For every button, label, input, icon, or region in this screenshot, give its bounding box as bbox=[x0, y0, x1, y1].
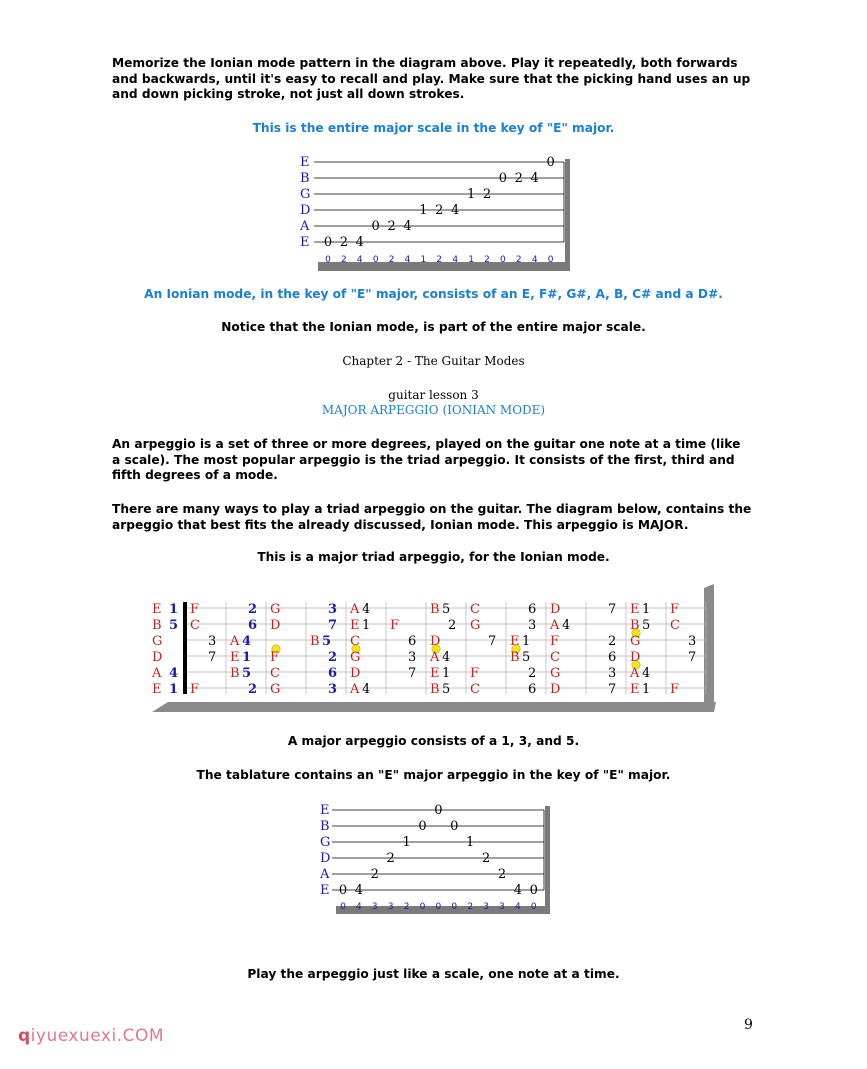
page-number: 9 bbox=[744, 1017, 753, 1033]
open-string-note: E bbox=[152, 602, 162, 617]
tab-string-label: D bbox=[320, 851, 331, 866]
tab-note: 4 bbox=[451, 203, 460, 218]
fret-note-name: F bbox=[190, 602, 200, 617]
fret-note-name: D bbox=[630, 650, 641, 665]
tab-note: 4 bbox=[354, 883, 364, 898]
fret-note-name: B bbox=[630, 618, 640, 633]
fret-degree: 6 bbox=[248, 618, 258, 633]
fretboard-diagram bbox=[148, 584, 718, 718]
fret-degree: 3 bbox=[608, 666, 617, 681]
tab-note: 1 bbox=[466, 835, 475, 850]
lesson-label: guitar lesson 3 bbox=[388, 388, 479, 402]
paragraph-triad: There are many ways to play a triad arpeggio on the guitar. The diagram below, contains the arpeggio that best fits the already discussed, Ionian mode. This arpeggio is MAJOR. bbox=[112, 502, 752, 532]
open-string-note: E bbox=[152, 682, 162, 697]
tab-string-label: D bbox=[300, 203, 311, 218]
tab-index-number: 2 bbox=[403, 902, 410, 912]
tab-e-major-arpeggio bbox=[310, 798, 560, 916]
tab-note: 1 bbox=[402, 835, 411, 850]
caption-play-like-scale: Play the arpeggio just like a scale, one note at a time. bbox=[247, 967, 620, 981]
fret-note-name: C bbox=[350, 634, 360, 649]
tab-entire-major-scale bbox=[290, 150, 580, 272]
tab-note: 2 bbox=[339, 235, 349, 250]
tab-index-number: 0 bbox=[340, 902, 346, 912]
tab-note: 1 bbox=[466, 187, 476, 202]
fret-note-name: G bbox=[270, 682, 281, 697]
fret-note-name: F bbox=[470, 666, 480, 681]
fret-degree: 1 bbox=[642, 682, 651, 697]
caption-major-arpeggio-degrees: A major arpeggio consists of a 1, 3, and 5. bbox=[287, 734, 580, 748]
fret-note-name: F bbox=[670, 682, 680, 697]
tab-index-number: 4 bbox=[356, 255, 363, 265]
fret-note-name: E bbox=[430, 666, 440, 681]
tab-index-number: 4 bbox=[356, 902, 362, 912]
tab-index-number: 4 bbox=[515, 902, 521, 912]
tab-note: 0 bbox=[529, 883, 538, 898]
fret-degree: 5 bbox=[442, 682, 451, 697]
fret-note-name: A bbox=[350, 602, 360, 617]
tab-string-label: A bbox=[320, 867, 330, 882]
tab-note: 2 bbox=[481, 851, 491, 866]
fret-note-name: F bbox=[390, 618, 400, 633]
fret-note-name: A bbox=[430, 650, 440, 665]
fret-note-name: E bbox=[230, 650, 240, 665]
tab-note: 0 bbox=[371, 219, 380, 234]
tab-index-number: 2 bbox=[515, 255, 522, 265]
caption-entire-major-scale: This is the entire major scale in the key of "E" major. bbox=[252, 121, 615, 135]
fret-note-name: A bbox=[350, 682, 360, 697]
fret-note-name: G bbox=[630, 634, 641, 649]
tab-index-number: 2 bbox=[467, 902, 474, 912]
tab-index-number: 0 bbox=[325, 255, 331, 265]
lesson-title: MAJOR ARPEGGIO (IONIAN MODE) bbox=[321, 403, 546, 417]
fret-degree: 5 bbox=[322, 634, 332, 649]
caption-ionian-notes: An Ionian mode, in the key of "E" major, consists of an E, F#, G#, A, B, C# and a D#. bbox=[144, 287, 723, 301]
fret-degree: 6 bbox=[408, 634, 417, 649]
fret-note-name: B bbox=[230, 666, 240, 681]
fret-degree: 4 bbox=[642, 666, 651, 681]
open-string-degree: 4 bbox=[169, 666, 179, 681]
fret-degree: 3 bbox=[688, 634, 697, 649]
tab-string-label: E bbox=[320, 883, 330, 898]
tab-string-label: E bbox=[300, 235, 310, 250]
fret-note-name: B bbox=[510, 650, 520, 665]
tab-index-number: 1 bbox=[468, 255, 474, 265]
fret-note-name: E bbox=[350, 618, 360, 633]
tab-index-number: 4 bbox=[404, 255, 411, 265]
fret-note-name: A bbox=[230, 634, 240, 649]
paragraph-memorize: Memorize the Ionian mode pattern in the diagram above. Play it repeatedly, both forwards and backwards, until it's easy to recall and play. Make sure that the picking hand uses an up and down picking stroke, not just all down strokes. bbox=[112, 56, 751, 101]
caption-triad-arpeggio: This is a major triad arpeggio, for the Ionian mode. bbox=[257, 550, 610, 564]
tab-note: 2 bbox=[514, 171, 523, 186]
tab-index-number: 4 bbox=[452, 255, 459, 265]
fret-degree: 2 bbox=[248, 682, 258, 697]
open-string-degree: 5 bbox=[169, 618, 179, 633]
tab-string-label: G bbox=[320, 835, 331, 850]
caption-e-major-arpeggio: The tablature contains an "E" major arpeggio in the key of "E" major. bbox=[196, 768, 671, 782]
fret-note-name: C bbox=[270, 666, 280, 681]
tab-index-number: 2 bbox=[484, 255, 490, 265]
fret-note-name: F bbox=[550, 634, 560, 649]
fret-degree: 4 bbox=[242, 634, 252, 649]
fret-degree: 2 bbox=[448, 618, 457, 633]
open-string-note: D bbox=[152, 650, 163, 665]
fret-degree: 2 bbox=[608, 634, 617, 649]
fret-degree: 4 bbox=[562, 618, 571, 633]
fret-degree: 2 bbox=[528, 666, 537, 681]
open-string-note: G bbox=[152, 634, 163, 649]
fret-degree: 1 bbox=[522, 634, 531, 649]
tab-note: 4 bbox=[530, 171, 539, 186]
fret-degree: 7 bbox=[608, 682, 617, 697]
fret-degree: 7 bbox=[408, 666, 417, 681]
tab-index-number: 3 bbox=[371, 902, 378, 912]
fret-degree: 6 bbox=[328, 666, 338, 681]
fret-note-name: E bbox=[510, 634, 520, 649]
open-string-degree: 1 bbox=[169, 682, 179, 697]
tab-note: 0 bbox=[338, 883, 348, 898]
tab-string-label: A bbox=[300, 219, 310, 234]
fret-degree: 6 bbox=[528, 602, 537, 617]
fret-degree: 7 bbox=[688, 650, 697, 665]
tab-string-label: B bbox=[300, 171, 310, 186]
fret-degree: 3 bbox=[528, 618, 537, 633]
tab-index-number: 0 bbox=[372, 255, 379, 265]
fret-degree: 7 bbox=[208, 650, 217, 665]
tab-note: 4 bbox=[403, 219, 412, 234]
fret-note-name: G bbox=[470, 618, 481, 633]
fret-note-name: C bbox=[470, 602, 480, 617]
fret-degree: 1 bbox=[362, 618, 371, 633]
fret-degree: 5 bbox=[642, 618, 651, 633]
notice-text: Notice that the Ionian mode, is part of the entire major scale. bbox=[221, 320, 646, 334]
fret-degree: 1 bbox=[242, 650, 252, 665]
tab-index-number: 2 bbox=[436, 255, 443, 265]
tab-note: 2 bbox=[386, 851, 395, 866]
tab-index-number: 2 bbox=[341, 255, 347, 265]
fret-degree: 4 bbox=[362, 602, 371, 617]
tab-note: 0 bbox=[450, 819, 459, 834]
fret-note-name: C bbox=[190, 618, 200, 633]
fret-note-name: C bbox=[670, 618, 680, 633]
fret-degree: 4 bbox=[362, 682, 371, 697]
fret-note-name: A bbox=[550, 618, 560, 633]
paragraph-arpeggio: An arpeggio is a set of three or more degrees, played on the guitar one note at a time (like a scale). The most popular arpeggio is the triad arpeggio. It consists of the first, third and fifth degrees of a mode. bbox=[112, 437, 741, 482]
tab-note: 0 bbox=[323, 235, 333, 250]
fret-note-name: D bbox=[270, 618, 281, 633]
open-string-degree: 1 bbox=[169, 602, 179, 617]
fret-degree: 4 bbox=[442, 650, 451, 665]
fret-note-name: B bbox=[430, 682, 440, 697]
fret-degree: 3 bbox=[328, 602, 338, 617]
tab-note: 2 bbox=[387, 219, 396, 234]
tab-note: 2 bbox=[370, 867, 379, 882]
fret-degree: 7 bbox=[608, 602, 617, 617]
tab-string-label: E bbox=[300, 155, 310, 170]
tab-index-number: 4 bbox=[531, 255, 538, 265]
fret-degree: 6 bbox=[528, 682, 537, 697]
tab-index-number: 1 bbox=[420, 255, 427, 265]
tab-note: 1 bbox=[419, 203, 428, 218]
fretboard-nut bbox=[183, 602, 187, 694]
fret-degree: 3 bbox=[208, 634, 217, 649]
tab-index-number: 2 bbox=[388, 255, 395, 265]
tab-index-number: 3 bbox=[387, 902, 394, 912]
fret-note-name: A bbox=[630, 666, 640, 681]
fret-note-name: F bbox=[270, 650, 280, 665]
fret-degree: 3 bbox=[328, 682, 338, 697]
fret-degree: 3 bbox=[408, 650, 417, 665]
tab-note: 2 bbox=[497, 867, 507, 882]
fret-degree: 7 bbox=[488, 634, 497, 649]
tab-index-number: 3 bbox=[483, 902, 489, 912]
fret-degree: 2 bbox=[328, 650, 338, 665]
fret-note-name: G bbox=[350, 650, 361, 665]
fret-note-name: C bbox=[470, 682, 480, 697]
tab-index-number: 0 bbox=[435, 902, 442, 912]
fret-note-name: D bbox=[430, 634, 441, 649]
tab-note: 0 bbox=[498, 171, 508, 186]
fret-note-name: F bbox=[190, 682, 200, 697]
fret-note-name: B bbox=[430, 602, 440, 617]
tab-index-number: 3 bbox=[499, 902, 505, 912]
tab-index-number: 0 bbox=[547, 255, 554, 265]
open-string-note: A bbox=[152, 666, 162, 681]
fret-degree: 5 bbox=[522, 650, 531, 665]
tab-string-label: G bbox=[300, 187, 311, 202]
fret-note-name: G bbox=[270, 602, 281, 617]
fret-note-name: D bbox=[350, 666, 361, 681]
fret-note-name: E bbox=[630, 682, 640, 697]
fret-degree: 2 bbox=[248, 602, 258, 617]
tab-note: 4 bbox=[513, 883, 523, 898]
tab-note: 0 bbox=[546, 155, 555, 170]
tab-string-label: E bbox=[320, 803, 330, 818]
fret-degree: 5 bbox=[242, 666, 252, 681]
fret-note-name: D bbox=[550, 682, 561, 697]
fret-degree: 7 bbox=[328, 618, 338, 633]
tab-index-number: 0 bbox=[451, 902, 458, 912]
fret-note-name: G bbox=[550, 666, 561, 681]
open-string-note: B bbox=[152, 618, 162, 633]
tab-note: 0 bbox=[418, 819, 427, 834]
fret-degree: 1 bbox=[642, 602, 651, 617]
fret-degree: 1 bbox=[442, 666, 451, 681]
fret-note-name: B bbox=[310, 634, 320, 649]
fret-note-name: D bbox=[550, 602, 561, 617]
fret-note-name: C bbox=[550, 650, 560, 665]
fret-degree: 5 bbox=[442, 602, 451, 617]
tab-note: 2 bbox=[435, 203, 444, 218]
tab-index-number: 0 bbox=[530, 902, 537, 912]
fret-degree: 6 bbox=[608, 650, 617, 665]
watermark-logo: qiyuexuexi.COM bbox=[18, 1026, 164, 1046]
tab-note: 4 bbox=[355, 235, 364, 250]
tab-index-number: 0 bbox=[419, 902, 426, 912]
tab-index-number: 0 bbox=[500, 255, 506, 265]
tab-string-label: B bbox=[320, 819, 330, 834]
fret-note-name: E bbox=[630, 602, 640, 617]
tab-note: 2 bbox=[482, 187, 492, 202]
chapter-title: Chapter 2 - The Guitar Modes bbox=[342, 354, 525, 368]
tab-note: 0 bbox=[434, 803, 443, 818]
fret-note-name: F bbox=[670, 602, 680, 617]
